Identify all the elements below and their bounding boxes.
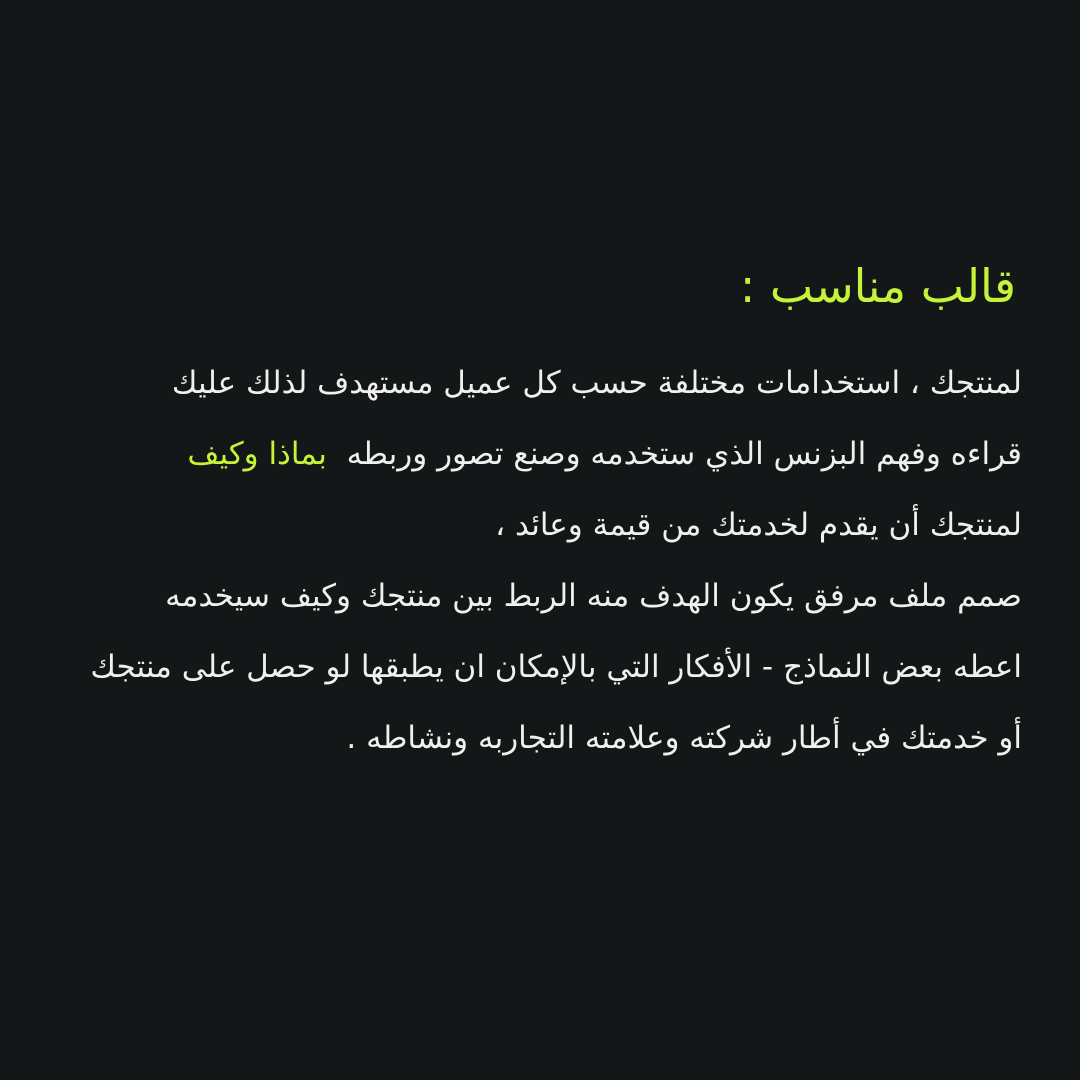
body-line-1: لمنتجك ، استخدامات مختلفة حسب كل عميل مستهدف لذلك عليك [171,365,1022,401]
heading-title: قالب مناسب : [739,259,1016,313]
body-line-3: لمنتجك أن يقدم لخدمتك من قيمة وعائد ، [495,507,1022,543]
body-line-2-text: قراءه وفهم البزنس الذي ستخدمه وصنع تصور وربطه [346,436,1022,472]
body-paragraph [32,348,1022,774]
body-line-4: صمم ملف مرفق يكون الهدف منه الربط بين منتجك وكيف سيخدمه [165,578,1022,614]
body-line-5: اعطه بعض النماذج - الأفكار التي بالإمكان ان يطبقها لو حصل على منتجك [90,649,1022,685]
body-line-6: أو خدمتك في أطار شركته وعلامته التجاربه ونشاطه . [346,720,1022,756]
body-line-2 [32,419,1022,490]
highlighted-phrase: بماذا وكيف [187,436,327,472]
